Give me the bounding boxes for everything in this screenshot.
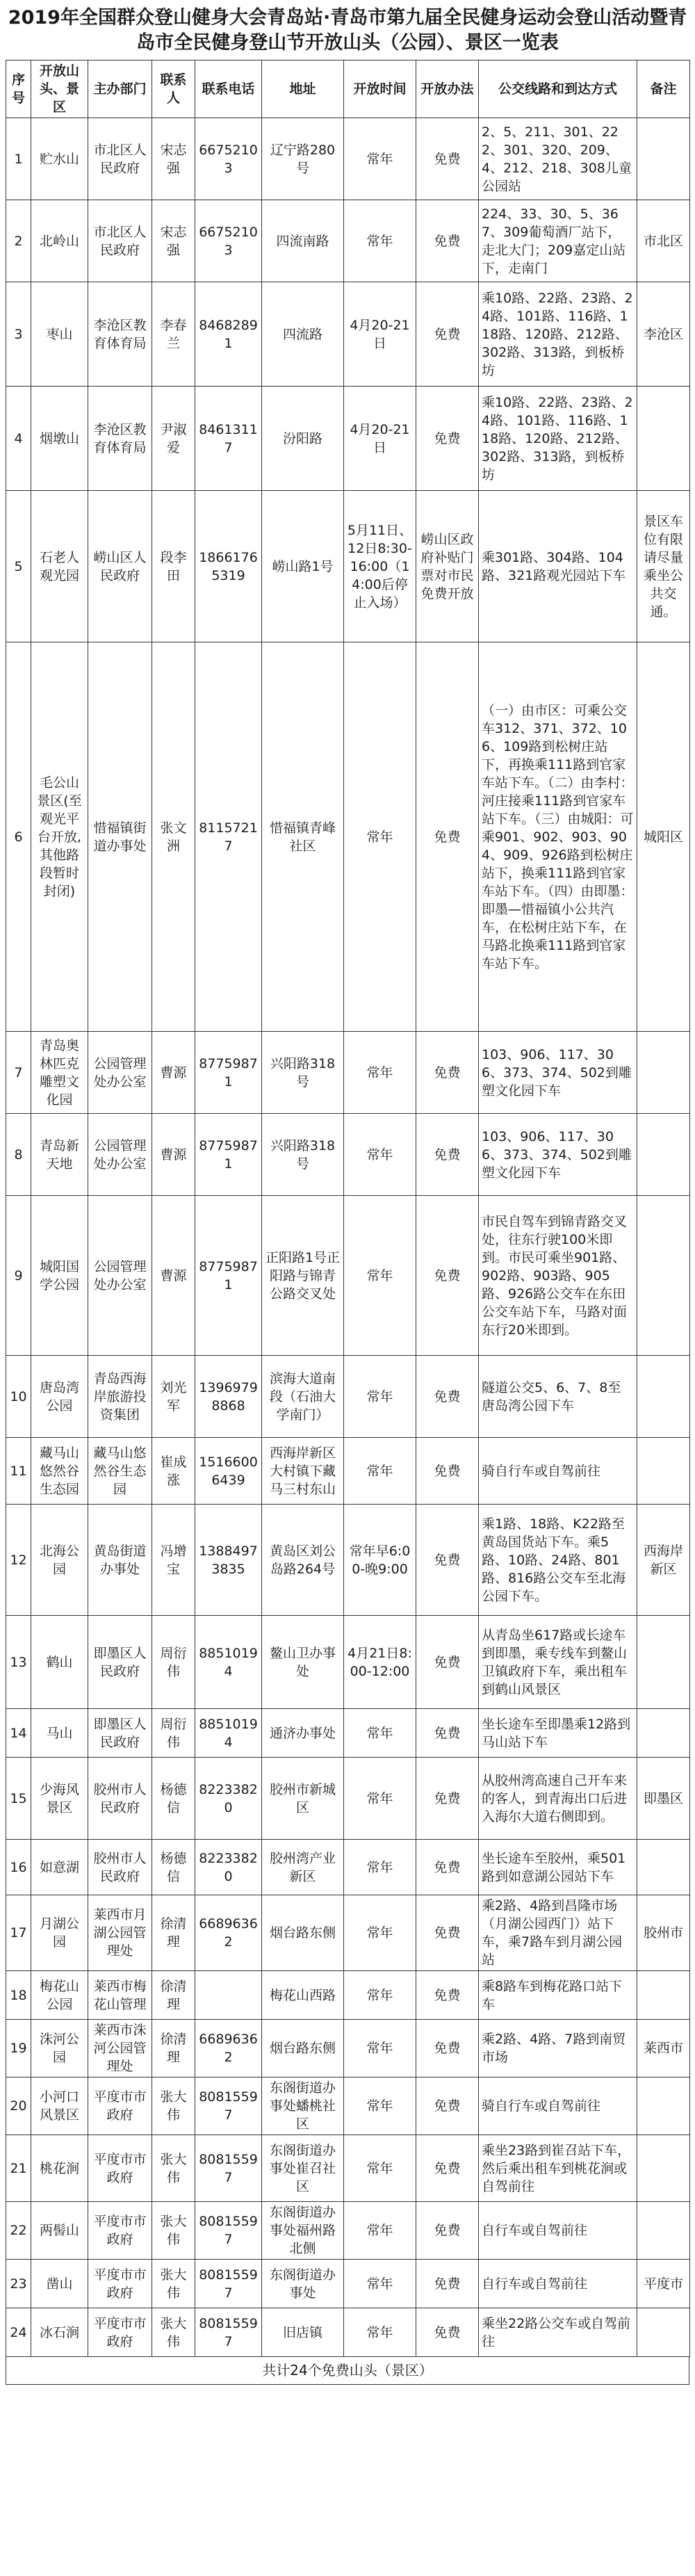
table-cell: 免费 xyxy=(416,1758,479,1840)
table-cell xyxy=(637,118,690,200)
table-cell: 87759871 xyxy=(195,1032,262,1114)
table-row xyxy=(6,282,690,387)
table-cell: 常年 xyxy=(344,2260,416,2308)
table-row xyxy=(6,2077,690,2135)
table-cell: 东阁街道办事处福州路北侧 xyxy=(262,2202,344,2260)
table-cell: 自行车或自驾前往 xyxy=(479,2260,637,2308)
table-cell: 宋志强 xyxy=(152,118,195,200)
table-row xyxy=(6,387,690,491)
table-cell: 免费 xyxy=(416,200,479,282)
table-cell: 常年 xyxy=(344,1840,416,1895)
table-cell: 徐清理 xyxy=(152,2020,195,2077)
table-cell: 滨海大道南段（石油大学南门） xyxy=(262,1356,344,1438)
table-cell: 66896362 xyxy=(195,1895,262,1971)
table-cell: 崂山路1号 xyxy=(262,491,344,642)
table-cell: 免费 xyxy=(416,1438,479,1505)
table-cell: 88510194 xyxy=(195,1709,262,1758)
table-cell: 贮水山 xyxy=(31,118,88,200)
table-cell: 免费 xyxy=(416,1505,479,1616)
table-row xyxy=(6,2260,690,2308)
table-cell: 免费 xyxy=(416,1709,479,1758)
table-row xyxy=(6,118,690,200)
table-cell: 胶州湾产业新区 xyxy=(262,1840,344,1895)
table-cell: 黄岛区刘公岛路264号 xyxy=(262,1505,344,1616)
table-cell: 乘10路、22路、23路、24路、101路、116路、118路、120路、212路、302路、313路，到板桥坊 xyxy=(479,387,637,491)
table-cell: 免费 xyxy=(416,642,479,1032)
header-cell: 备注 xyxy=(637,60,690,118)
table-cell: 乘2路、4路、7路到南贸市场 xyxy=(479,2020,637,2077)
table-cell: 常年 xyxy=(344,2020,416,2077)
table-cell: 市北区 xyxy=(637,200,690,282)
table-cell: 免费 xyxy=(416,1840,479,1895)
table-cell: 66896362 xyxy=(195,2020,262,2077)
table-cell: 从青岛坐617路或长途车到即墨，乘专线车到鳌山卫镇政府下车，乘出租车到鹤山风景区 xyxy=(479,1616,637,1709)
table-cell: 66752103 xyxy=(195,200,262,282)
table-footer: 共计24个免费山头（景区） xyxy=(6,2357,689,2385)
table-body xyxy=(6,118,690,2357)
table-cell: 城阳国学公园 xyxy=(31,1196,88,1356)
page-title: 2019年全国群众登山健身大会青岛站·青岛市第九届全民健身运动会登山活动暨青岛市全民健身登山节开放山头（公园）、景区一览表 xyxy=(8,7,687,54)
table-row xyxy=(6,1758,690,1840)
table-cell: 公园管理处办公室 xyxy=(88,1114,152,1196)
table-cell: 7 xyxy=(6,1032,31,1114)
table-cell: 13884973835 xyxy=(195,1505,262,1616)
table-cell: 免费 xyxy=(416,1971,479,2020)
table-cell: 免费 xyxy=(416,1196,479,1356)
table-cell: 80815597 xyxy=(195,2308,262,2357)
scenic-table xyxy=(6,60,690,2357)
table-row xyxy=(6,2308,690,2357)
table-cell: 乘坐22路公交车或自驾前往 xyxy=(479,2308,637,2357)
header-cell: 开放时间 xyxy=(344,60,416,118)
table-cell: 免费 xyxy=(416,387,479,491)
table-cell: 乘2路、4路到昌隆市场（月湖公园西门）站下车，乘7路车到月湖公园站 xyxy=(479,1895,637,1971)
table-row xyxy=(6,1505,690,1616)
table-cell: 市北区人民政府 xyxy=(88,200,152,282)
table-cell: 即墨区 xyxy=(637,1758,690,1840)
table-cell: 张大伟 xyxy=(152,2077,195,2135)
table-cell xyxy=(637,387,690,491)
table-cell: 8 xyxy=(6,1114,31,1196)
table-cell: 冰石涧 xyxy=(31,2308,88,2357)
table-cell: 免费 xyxy=(416,2260,479,2308)
table-cell: 胶州市新城区 xyxy=(262,1758,344,1840)
table-cell: 宋志强 xyxy=(152,200,195,282)
table-cell: 隧道公交5、6、7、8至唐岛湾公园下车 xyxy=(479,1356,637,1438)
table-cell: 免费 xyxy=(416,1114,479,1196)
table-cell: 冯增宝 xyxy=(152,1505,195,1616)
table-cell: 免费 xyxy=(416,1032,479,1114)
table-cell: 224、33、30、5、367、309葡萄酒厂站下，走北大门；209嘉定山站下，走南门 xyxy=(479,200,637,282)
table-cell: 80815597 xyxy=(195,2077,262,2135)
table-cell: 15166006439 xyxy=(195,1438,262,1505)
table-cell: 莱西市 xyxy=(637,2020,690,2077)
header-cell: 地址 xyxy=(262,60,344,118)
table-cell: 24 xyxy=(6,2308,31,2357)
table-cell: 平度市 xyxy=(637,2260,690,2308)
table-cell: 4月20-21日 xyxy=(344,282,416,387)
table-cell: 如意湖 xyxy=(31,1840,88,1895)
table-cell: 9 xyxy=(6,1196,31,1356)
table-cell: 66752103 xyxy=(195,118,262,200)
table-cell: 4月20-21日 xyxy=(344,387,416,491)
table-cell: 刘光军 xyxy=(152,1356,195,1438)
table-cell: 22 xyxy=(6,2202,31,2260)
table-cell: 平度市市政府 xyxy=(88,2260,152,2308)
table-cell: 免费 xyxy=(416,118,479,200)
table-cell: 15 xyxy=(6,1758,31,1840)
table-cell: 80815597 xyxy=(195,2135,262,2202)
table-cell: 公园管理处办公室 xyxy=(88,1032,152,1114)
table-cell: 16 xyxy=(6,1840,31,1895)
table-cell: 鹤山 xyxy=(31,1616,88,1709)
table-cell xyxy=(637,1971,690,2020)
table-cell: 烟台路东侧 xyxy=(262,1895,344,1971)
table-cell: 常年 xyxy=(344,1709,416,1758)
table-cell: 常年 xyxy=(344,118,416,200)
table-cell: 5 xyxy=(6,491,31,642)
table-row xyxy=(6,1616,690,1709)
table-cell: 即墨区人民政府 xyxy=(88,1616,152,1709)
table-cell: 旧店镇 xyxy=(262,2308,344,2357)
table-cell: 坐长途车至胶州，乘501路到如意湖公园站下车 xyxy=(479,1840,637,1895)
table-cell: 103、906、117、306、373、374、502到雕塑文化园下车 xyxy=(479,1032,637,1114)
header-cell: 联系电话 xyxy=(195,60,262,118)
table-cell: 汾阳路 xyxy=(262,387,344,491)
table-cell: 80815597 xyxy=(195,2260,262,2308)
table-cell: 免费 xyxy=(416,2308,479,2357)
table-cell xyxy=(637,1196,690,1356)
table-cell: 梅花山公园 xyxy=(31,1971,88,2020)
table-cell: 崂山区政府补贴门票对市民免费开放 xyxy=(416,491,479,642)
table-cell: 3 xyxy=(6,282,31,387)
table-cell xyxy=(637,1114,690,1196)
table-cell: 常年 xyxy=(344,2135,416,2202)
table-row xyxy=(6,2135,690,2202)
table-cell: 免费 xyxy=(416,2077,479,2135)
table-cell: 青岛西海岸旅游投资集团 xyxy=(88,1356,152,1438)
table-cell: 13969798868 xyxy=(195,1356,262,1438)
table-cell: 免费 xyxy=(416,1616,479,1709)
table-cell: 曹源 xyxy=(152,1196,195,1356)
table-cell xyxy=(637,1840,690,1895)
table-row xyxy=(6,1032,690,1114)
table-cell: 4月21日8:00-12:00 xyxy=(344,1616,416,1709)
table-cell: 常年 xyxy=(344,2077,416,2135)
table-cell: 崂山区人民政府 xyxy=(88,491,152,642)
table-cell: 桃花涧 xyxy=(31,2135,88,2202)
table-cell: 82233820 xyxy=(195,1758,262,1840)
table-cell: 常年 xyxy=(344,1196,416,1356)
table-cell: 城阳区 xyxy=(637,642,690,1032)
table-cell: 20 xyxy=(6,2077,31,2135)
table-cell: 小河口风景区 xyxy=(31,2077,88,2135)
table-cell: 莱西市洙河公园管理处 xyxy=(88,2020,152,2077)
table-cell: 免费 xyxy=(416,1895,479,1971)
table-cell: 2、5、211、301、222、301、320、209、4、212、218、308儿童公园站 xyxy=(479,118,637,200)
table-row xyxy=(6,1114,690,1196)
table-cell: 常年 xyxy=(344,1971,416,2020)
table-cell: 李沧区教育体育局 xyxy=(88,387,152,491)
table-cell: 常年 xyxy=(344,200,416,282)
table-cell: 曹源 xyxy=(152,1114,195,1196)
table-row xyxy=(6,1196,690,1356)
table-cell: 周衍伟 xyxy=(152,1709,195,1758)
table-cell: 东阁街道办事处崔召社区 xyxy=(262,2135,344,2202)
table-cell: 19 xyxy=(6,2020,31,2077)
table-cell: 北海公园 xyxy=(31,1505,88,1616)
table-row xyxy=(6,2202,690,2260)
table-cell: 藏马山悠然谷生态园 xyxy=(88,1438,152,1505)
table-cell: 5月11日、12日8:30-16:00（14:00后停止入场） xyxy=(344,491,416,642)
table-cell: 景区车位有限请尽量乘坐公共交通。 xyxy=(637,491,690,642)
table-cell xyxy=(637,2077,690,2135)
table-cell: 常年 xyxy=(344,1758,416,1840)
table-cell: 88510194 xyxy=(195,1616,262,1709)
table-cell xyxy=(195,1971,262,2020)
table-cell: 张大伟 xyxy=(152,2308,195,2357)
table-row xyxy=(6,642,690,1032)
table-cell xyxy=(637,2202,690,2260)
table-cell: 洙河公园 xyxy=(31,2020,88,2077)
table-cell xyxy=(637,1356,690,1438)
table-cell: （一）由市区：可乘公交车312、371、372、106、109路到松树庄站下，再换乘111路到官家车站下车。（二）由李村：河庄接乘111路到官家车站下车。（三）由城阳：可乘901、902、903、904、909、926路到松树庄站下，换乘111路到官家车站下车。（四）由即墨：即墨—惜福镇小公共汽车，在松树庄站下车，在马路北换乘111路到官家车站下车。 xyxy=(479,642,637,1032)
table-cell xyxy=(637,1438,690,1505)
table-cell: 平度市市政府 xyxy=(88,2135,152,2202)
table-cell: 平度市市政府 xyxy=(88,2308,152,2357)
table-cell: 马山 xyxy=(31,1709,88,1758)
table-cell: 尹淑爱 xyxy=(152,387,195,491)
table-cell: 张大伟 xyxy=(152,2135,195,2202)
header-cell: 主办部门 xyxy=(88,60,152,118)
table-cell: 6 xyxy=(6,642,31,1032)
table-cell: 通济办事处 xyxy=(262,1709,344,1758)
table-row xyxy=(6,1840,690,1895)
table-cell: 莱西市月湖公园管理处 xyxy=(88,1895,152,1971)
table-cell: 4 xyxy=(6,387,31,491)
table-cell: 13 xyxy=(6,1616,31,1709)
table-cell: 87759871 xyxy=(195,1196,262,1356)
table-cell: 坐长途车至即墨乘12路到马山站下车 xyxy=(479,1709,637,1758)
table-row xyxy=(6,1438,690,1505)
table-cell: 青岛奥林匹克雕塑文化园 xyxy=(31,1032,88,1114)
table-cell: 81157217 xyxy=(195,642,262,1032)
table-cell: 免费 xyxy=(416,2202,479,2260)
table-cell xyxy=(637,2308,690,2357)
table-cell: 常年 xyxy=(344,642,416,1032)
table-cell: 免费 xyxy=(416,1356,479,1438)
table-cell: 李沧区 xyxy=(637,282,690,387)
table-cell: 103、906、117、306、373、374、502到雕塑文化园下车 xyxy=(479,1114,637,1196)
table-cell: 月湖公园 xyxy=(31,1895,88,1971)
table-cell: 常年 xyxy=(344,2202,416,2260)
table-cell xyxy=(637,2135,690,2202)
table-cell: 段李田 xyxy=(152,491,195,642)
table-cell: 黄岛街道办事处 xyxy=(88,1505,152,1616)
table-cell: 惜福镇街道办事处 xyxy=(88,642,152,1032)
header-cell: 公交线路和到达方式 xyxy=(479,60,637,118)
table-cell: 87759871 xyxy=(195,1114,262,1196)
table-cell: 兴阳路318号 xyxy=(262,1032,344,1114)
table-cell: 青岛新天地 xyxy=(31,1114,88,1196)
table-cell: 崔成涨 xyxy=(152,1438,195,1505)
table-cell: 李沧区教育体育局 xyxy=(88,282,152,387)
table-row xyxy=(6,1971,690,2020)
table-cell: 惜福镇青峰社区 xyxy=(262,642,344,1032)
table-cell: 公园管理处办公室 xyxy=(88,1196,152,1356)
table-cell: 辽宁路280号 xyxy=(262,118,344,200)
table-cell: 从胶州湾高速自己开车来的客人，到青海出口后进入海尔大道右侧即到。 xyxy=(479,1758,637,1840)
header-cell: 开放办法 xyxy=(416,60,479,118)
table-cell: 1 xyxy=(6,118,31,200)
header-cell: 开放山头、景区 xyxy=(31,60,88,118)
table-cell: 张大伟 xyxy=(152,2260,195,2308)
table-header-row xyxy=(6,60,690,118)
table-cell: 80815597 xyxy=(195,2202,262,2260)
table-cell: 平度市市政府 xyxy=(88,2202,152,2260)
table-cell: 两髻山 xyxy=(31,2202,88,2260)
table-cell: 常年 xyxy=(344,2308,416,2357)
table-cell: 常年 xyxy=(344,1895,416,1971)
table-cell: 曹源 xyxy=(152,1032,195,1114)
table-cell xyxy=(637,1709,690,1758)
table-cell: 正阳路1号正阳路与锦青公路交叉处 xyxy=(262,1196,344,1356)
table-cell: 11 xyxy=(6,1438,31,1505)
table-cell: 张大伟 xyxy=(152,2202,195,2260)
table-cell: 84613117 xyxy=(195,387,262,491)
table-row xyxy=(6,1709,690,1758)
table-cell: 张文洲 xyxy=(152,642,195,1032)
table-cell: 东阁街道办事处 xyxy=(262,2260,344,2308)
table-cell: 烟台路东侧 xyxy=(262,2020,344,2077)
table-cell: 2 xyxy=(6,200,31,282)
table-cell: 凿山 xyxy=(31,2260,88,2308)
table-cell: 藏马山悠然谷生态园 xyxy=(31,1438,88,1505)
table-cell: 乘8路车到梅花路口站下车 xyxy=(479,1971,637,2020)
table-cell: 莱西市梅花山管理 xyxy=(88,1971,152,2020)
table-cell: 14 xyxy=(6,1709,31,1758)
table-cell: 徐清理 xyxy=(152,1971,195,2020)
table-cell xyxy=(637,1032,690,1114)
table-cell: 免费 xyxy=(416,282,479,387)
table-cell: 毛公山景区(至观光平台开放,其他路段暂时封闭) xyxy=(31,642,88,1032)
table-row xyxy=(6,491,690,642)
table-cell: 21 xyxy=(6,2135,31,2202)
table-cell: 乘坐23路到崔召站下车，然后乘出租车到桃花涧或自驾前往 xyxy=(479,2135,637,2202)
table-cell: 少海风景区 xyxy=(31,1758,88,1840)
table-cell: 即墨区人民政府 xyxy=(88,1709,152,1758)
table-cell: 乘10路、22路、23路、24路、101路、116路、118路、120路、212路、302路、313路，到板桥坊 xyxy=(479,282,637,387)
table-cell: 胶州市人民政府 xyxy=(88,1840,152,1895)
table-cell: 平度市市政府 xyxy=(88,2077,152,2135)
table-cell: 84682891 xyxy=(195,282,262,387)
table-cell: 常年 xyxy=(344,1356,416,1438)
table-cell: 梅花山西路 xyxy=(262,1971,344,2020)
table-cell: 常年早6:00-晚9:00 xyxy=(344,1505,416,1616)
table-cell: 市民自驾车到锦青路交叉处，往东行驶100米即到。市民可乘坐901路、902路、903路、905路、926路公交车在东田公交车站下车，马路对面东行20米即到。 xyxy=(479,1196,637,1356)
table-cell: 烟墩山 xyxy=(31,387,88,491)
table-row xyxy=(6,200,690,282)
table-cell: 常年 xyxy=(344,1032,416,1114)
table-cell: 东阁街道办事处蟠桃社区 xyxy=(262,2077,344,2135)
table-cell: 12 xyxy=(6,1505,31,1616)
table-cell: 杨德信 xyxy=(152,1840,195,1895)
table-cell: 周衍伟 xyxy=(152,1616,195,1709)
table-cell: 石老人观光园 xyxy=(31,491,88,642)
table-cell: 17 xyxy=(6,1895,31,1971)
table-cell: 免费 xyxy=(416,2135,479,2202)
table-cell: 胶州市 xyxy=(637,1895,690,1971)
table-cell xyxy=(637,1616,690,1709)
table-cell: 常年 xyxy=(344,1114,416,1196)
table-cell: 18661765319 xyxy=(195,491,262,642)
table-cell: 杨德信 xyxy=(152,1758,195,1840)
table-cell: 西海岸新区大村镇下藏马三村东山 xyxy=(262,1438,344,1505)
table-cell: 李春兰 xyxy=(152,282,195,387)
table-cell: 四流路 xyxy=(262,282,344,387)
table-cell: 骑自行车或自驾前往 xyxy=(479,1438,637,1505)
header-cell: 序号 xyxy=(6,60,31,118)
table-cell: 乘1路、18路、K22路至黄岛国货站下车。乘5路、10路、24路、801路、816路公交车至北海公园下车。 xyxy=(479,1505,637,1616)
table-row xyxy=(6,1356,690,1438)
table-cell: 西海岸新区 xyxy=(637,1505,690,1616)
table-cell: 10 xyxy=(6,1356,31,1438)
table-row xyxy=(6,1895,690,1971)
table-cell: 自行车或自驾前往 xyxy=(479,2202,637,2260)
table-row xyxy=(6,2020,690,2077)
table-cell: 免费 xyxy=(416,2020,479,2077)
table-cell: 枣山 xyxy=(31,282,88,387)
table-cell: 唐岛湾公园 xyxy=(31,1356,88,1438)
table-cell: 骑自行车或自驾前往 xyxy=(479,2077,637,2135)
table-cell: 82233820 xyxy=(195,1840,262,1895)
header-cell: 联系人 xyxy=(152,60,195,118)
table-cell: 市北区人民政府 xyxy=(88,118,152,200)
table-cell: 徐清理 xyxy=(152,1895,195,1971)
table-cell: 乘301路、304路、104路、321路观光园站下车 xyxy=(479,491,637,642)
table-cell: 北岭山 xyxy=(31,200,88,282)
table-cell: 兴阳路318号 xyxy=(262,1114,344,1196)
table-cell: 四流南路 xyxy=(262,200,344,282)
table-cell: 胶州市人民政府 xyxy=(88,1758,152,1840)
table-cell: 18 xyxy=(6,1971,31,2020)
table-cell: 23 xyxy=(6,2260,31,2308)
table-cell: 常年 xyxy=(344,1438,416,1505)
table-cell: 鳌山卫办事处 xyxy=(262,1616,344,1709)
